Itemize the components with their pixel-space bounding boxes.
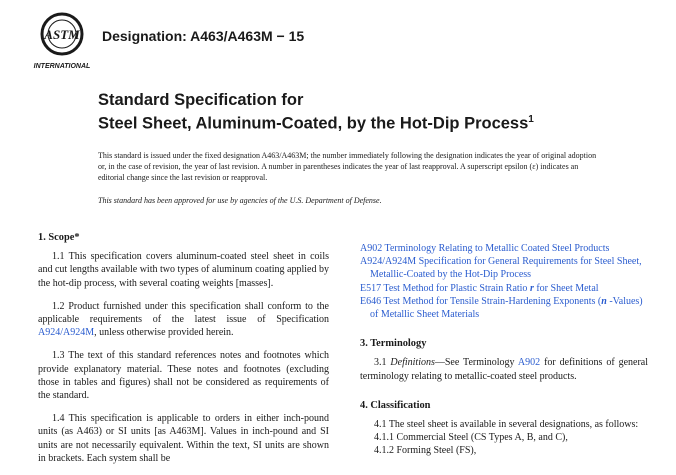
link-a924-ref[interactable]: A924/A924M Specification for General Requirements for Steel Sheet, Metallic-Coated by the Hot-Dip Process xyxy=(360,256,642,281)
logo-text: ASTM xyxy=(44,27,80,42)
paragraph-1-3: 1.3 The text of this standard references notes and footnotes which provide explanatory material. These notes and footnotes (excluding those in tables and figures) shall not be considered as requirements of the standard. xyxy=(38,350,329,402)
paragraph-4-1-2: 4.1.2 Forming Steel (FS), xyxy=(374,445,477,457)
reference-a902 xyxy=(360,242,648,255)
title-footnote-marker: 1 xyxy=(528,114,534,125)
link-a924[interactable]: A924/A924M xyxy=(38,327,95,339)
paragraph-1-4: 1.4 This specification is applicable to orders in either inch-pound units (as A463) or SI units [as A463M]. Values in inch-pound and SI units are not necessarily equivalent. Within the text, SI units are shown in brackets. Each system shall be xyxy=(38,413,329,464)
title-line-2: Steel Sheet, Aluminum-Coated, by the Hot-Dip Process$^1$ xyxy=(98,114,534,133)
paragraph-4-1-1: 4.1.1 Commercial Steel (CS Types A, B, and C), xyxy=(374,432,568,444)
paragraph-4-1: 4.1 The steel sheet is available in several designations, as follows: xyxy=(374,419,639,431)
reference-e517 xyxy=(360,282,648,295)
right-column xyxy=(360,242,648,458)
document-title xyxy=(98,91,534,134)
paragraph-1-1: 1.1 This specification covers aluminum-coated steel sheet in coils and cut lengths available with two types of aluminum coating applied by the hot-dip process, with several coating weights [masses]. xyxy=(38,251,329,289)
designation: Designation: A463/A463M − 15 xyxy=(102,28,305,44)
standard-issuance-note: This standard is issued under the fixed designation A463/A463M; the number immediately following the designation indicates the year of original adoption or, in the case of revision, the year of last revision. A number in parentheses indicates the year of last reapproval. A superscript epsilon (ε) indicates an editorial change since the last revision or reapproval. xyxy=(98,151,597,183)
link-e517[interactable]: E517 Test Method for Plastic Strain Ratio r for Sheet Metal xyxy=(360,282,599,294)
astm-logo xyxy=(32,10,92,70)
paragraph-1-2: 1.2 Product furnished under this specification shall conform to the applicable requirements of the latest issue of Specification A924/A924M, unless otherwise provided herein. xyxy=(38,300,329,339)
link-a902-terminology[interactable]: A902 xyxy=(517,357,541,369)
terminology-heading: 3. Terminology xyxy=(360,338,427,350)
dod-approval-note: This standard has been approved for use by agencies of the U.S. Department of Defense. xyxy=(98,196,382,205)
left-column xyxy=(38,231,329,475)
logo-subtext: INTERNATIONAL xyxy=(33,63,91,70)
classification-heading: 4. Classification xyxy=(360,399,431,411)
paragraph-3-1: 3.1 Definitions—See Terminology A902 for definitions of general terminology relating to metallic-coated steel products. xyxy=(360,357,648,382)
reference-a924 xyxy=(360,255,648,281)
link-a902[interactable]: A902 Terminology Relating to Metallic Coated Steel Products xyxy=(360,243,610,254)
link-e646[interactable]: E646 Test Method for Tensile Strain-Hardening Exponents (n -Values) of Metallic Sheet Materials xyxy=(360,295,643,321)
scope-heading: 1. Scope* xyxy=(38,232,80,243)
reference-e646 xyxy=(360,295,648,321)
title-line-1: Standard Specification for xyxy=(98,91,304,109)
